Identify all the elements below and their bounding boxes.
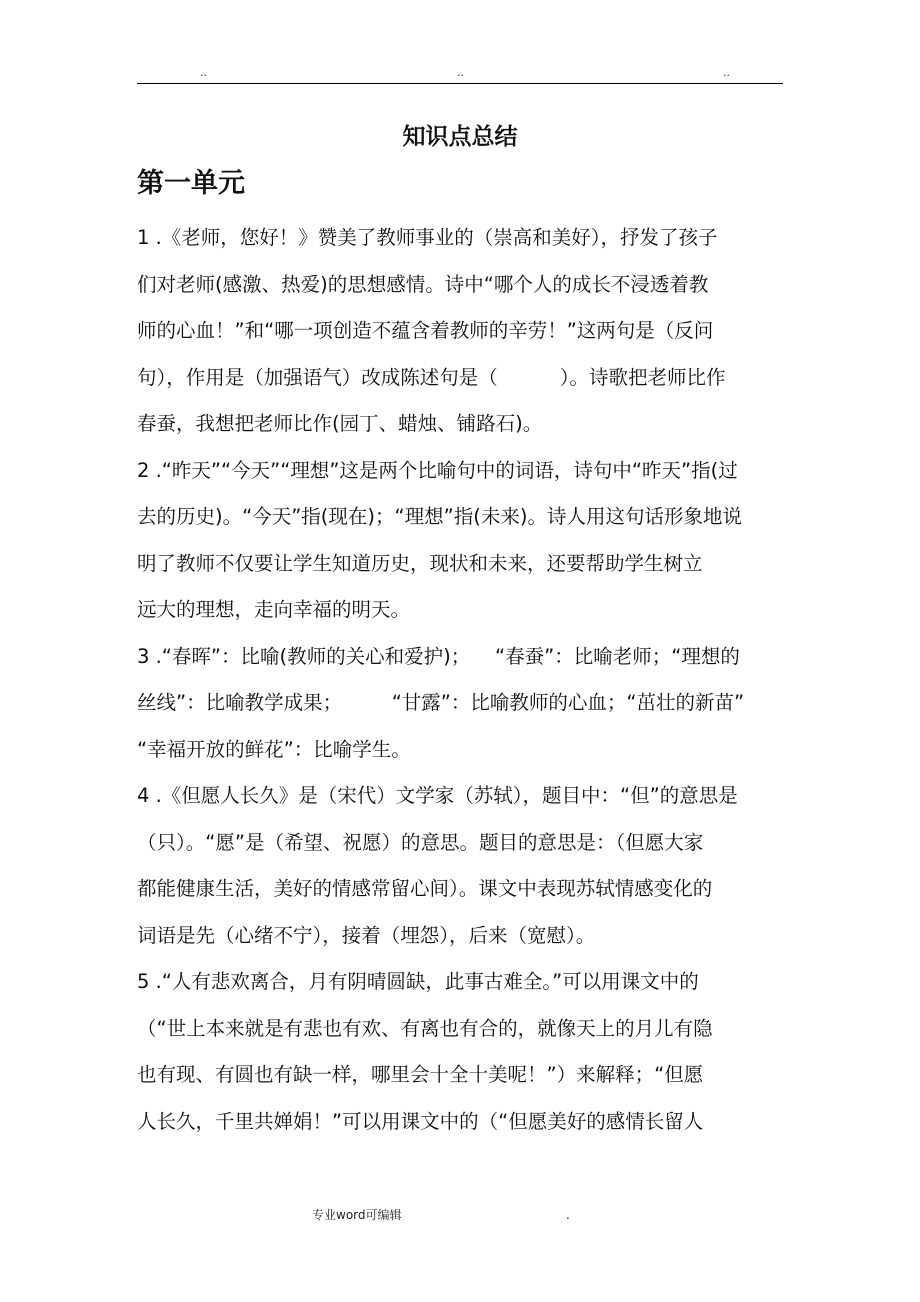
text-line: 4 .《但愿人长久》是（宋代）文学家（苏轼），题目中：“但”的意思是 bbox=[137, 784, 738, 807]
text-line: 明了教师不仅要让学生知道历史，现状和未来，还要帮助学生树立 bbox=[137, 551, 703, 575]
page-header-marks bbox=[137, 66, 783, 80]
paragraph-2 bbox=[137, 448, 787, 634]
text-line: 远大的理想，走向幸福的明天。 bbox=[137, 598, 411, 621]
header-mark-right: .. bbox=[723, 66, 730, 79]
footer-label: 专业word可编辑 bbox=[312, 1208, 402, 1222]
text-line: 去的历史)。“今天”指(现在)；“理想”指(未来)。诗人用这句话形象地说 bbox=[137, 505, 742, 528]
text-line: 们对老师(感激、热爱)的思想感情。诗中“哪个人的成长不浸透着教 bbox=[137, 272, 709, 296]
text-line: 师的心血！”和“哪一项创造不蕴含着教师的辛劳！”这两句是（反问 bbox=[137, 319, 714, 342]
text-line: 都能健康生活，美好的情感常留心间）。课文中表现苏轼情感变化的 bbox=[137, 877, 713, 900]
document-title: 知识点总结 bbox=[402, 124, 518, 150]
text-line: 词语是先（心绪不宁），接着（埋怨），后来（宽慰）。 bbox=[137, 923, 596, 947]
text-line: 也有现、有圆也有缺一样，哪里会十全十美呢！”）来解释；“但愿 bbox=[137, 1063, 704, 1086]
text-line: 3 .“春晖”：比喻(教师的关心和爱护)； “春蚕”：比喻老师；“理想的 bbox=[137, 644, 740, 668]
header-mark-middle: .. bbox=[457, 66, 464, 79]
paragraph-4 bbox=[137, 773, 787, 959]
paragraph-5 bbox=[137, 959, 787, 1145]
text-line: 人长久，千里共婵娟！”可以用课文中的（“但愿美好的感情长留人 bbox=[137, 1109, 704, 1133]
text-line: 1 .《老师，您好！》赞美了教师事业的（崇高和美好），抒发了孩子 bbox=[137, 226, 718, 249]
document-body bbox=[137, 215, 787, 1145]
header-mark-left: .. bbox=[200, 66, 207, 79]
footer-mark: . bbox=[566, 1208, 570, 1222]
text-line: 丝线”：比喻教学成果； “甘露”：比喻教师的心血；“茁壮的新苗” bbox=[137, 691, 745, 714]
text-line: 春蚕，我想把老师比作(园丁、蜡烛、铺路石)。 bbox=[137, 412, 543, 435]
text-line: 句），作用是（加强语气）改成陈述句是（ ）。诗歌把老师比作 bbox=[137, 365, 726, 389]
text-line: （只）。“愿”是（希望、祝愿）的意思。题目的意思是：（但愿大家 bbox=[137, 830, 704, 854]
text-line: （“世上本来就是有悲也有欢、有离也有合的，就像天上的月儿有隐 bbox=[137, 1016, 713, 1040]
section-heading: 第一单元 bbox=[137, 168, 245, 199]
paragraph-1 bbox=[137, 215, 787, 448]
text-line: 2 .“昨天”“今天”“理想”这是两个比喻句中的词语，诗句中“昨天”指(过 bbox=[137, 458, 738, 482]
text-line: 5 .“人有悲欢离合，月有阴晴圆缺，此事古难全。”可以用课文中的 bbox=[137, 970, 699, 993]
paragraph-3 bbox=[137, 634, 787, 774]
header-rule bbox=[137, 83, 783, 84]
text-line: “幸福开放的鲜花”：比喻学生。 bbox=[137, 737, 411, 761]
